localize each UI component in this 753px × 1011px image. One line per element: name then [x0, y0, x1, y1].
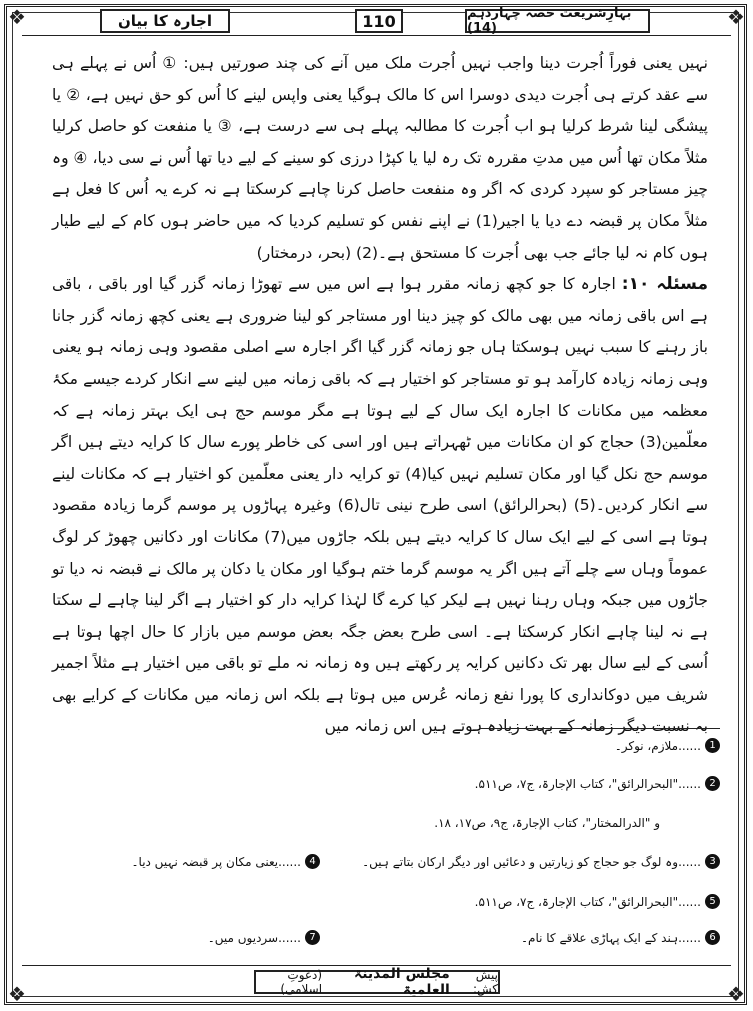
footnote-text: ......ملازم، نوکر۔ — [614, 738, 701, 753]
corner-ornament-icon: ❖ — [8, 5, 26, 29]
page-number: 110 — [355, 9, 403, 33]
footnote-3 — [362, 854, 720, 869]
footnote-number: 3 — [705, 854, 720, 869]
footnote-divider — [480, 728, 720, 729]
footer-organization: مجلس المدینۃ العلمیۃ — [354, 966, 450, 998]
masala-label: مسئلہ ۱۰: — [621, 274, 708, 295]
header-divider — [22, 35, 731, 36]
corner-ornament-icon: ❖ — [727, 982, 745, 1006]
footnote-number: 7 — [305, 930, 320, 945]
footnote-4 — [132, 854, 321, 869]
footer-subtitle: (دعوتِ اسلامی) — [280, 968, 323, 996]
masala-paragraph — [52, 269, 708, 743]
page-footer — [254, 966, 500, 998]
main-text — [52, 48, 708, 743]
footnote-2 — [475, 776, 720, 791]
footnote-number: 2 — [705, 776, 720, 791]
footnote-text: ......"البحرالرائق"، کتاب الإجارۃ، ج۷، ص۵۱۱. — [474, 894, 701, 909]
corner-ornament-icon: ❖ — [727, 5, 745, 29]
corner-ornament-icon: ❖ — [8, 982, 26, 1006]
footnote-number: 6 — [705, 930, 720, 945]
footnote-text: ......سردیوں میں۔ — [207, 930, 301, 945]
footnote-number: 1 — [705, 738, 720, 753]
footnote-7 — [208, 930, 320, 945]
masala-text: اجارہ کا جو کچھ زمانہ مقرر ہوا ہے اس میں سے تھوڑا زمانہ گزر گیا اور باقی ، باقی ہے اس باقی زمانہ میں بھی مالک کو چیز دینا اور مستاجر کو لینا ضروری ہے یعنی کچھ زمانہ گزر جانا باز رہنے کا سبب نہیں ہوسکتا ہاں جو زمانہ گزر گیا اگر اجارہ سے اصلی مقصود وہی زمانہ ہو یعنی وہی زمانہ زیادہ کارآمد ہو تو مستاجر کو اختیار ہے کہ باقی زمانہ میں لینے سے انکار کردے جیسے مکۂ معظمہ میں مکانات کا اجارہ ایک سال کے لیے ہوتا ہے مگر موسم حج ہی ایک بہتر زمانہ ہے کہ معلّمین(3) حجاج کو ان مکانات میں ٹھہراتے ہیں اور اسی کی خاطر پورے سال کا کرایہ دیتے ہیں اگر موسم حج نکل گیا اور مکان تسلیم نہیں کیا(4) تو کرایہ دار یعنی معلّمین کو اختیار ہے کہ مکانات لینے سے انکار کردیں۔(5) (بحرالرائق) اسی طرح نینی تال(6) وغیرہ پہاڑوں پر موسم گرما زیادہ مقصود ہوتا ہے اسی کے لیے ایک سال کا کرایہ دیتے ہیں بلکہ جاڑوں میں(7) مکانات اور دکانیں چھوڑ کر لوگ عموماً وہاں سے چلے آتے ہیں اگر یہ موسم گرما ختم ہوگیا اور مکان یا دکان پر مالک نے قبضہ نہ دیا تو جاڑوں میں جبکہ وہاں رہنا نہیں ہے لیکر کیا کرے گا لہٰذا کرایہ دار کو اختیار ہے اگر لینا چاہے لے سکتا ہے نہ لینا چاہے انکار کرسکتا ہے۔ اسی طرح بعض جگہ بعض موسم میں بازار کا حال اچھا ہوتا ہے اُسی کے لیے سال بھر تک دکانیں کرایہ پر رکھتے ہیں وہ زمانہ نہ ملے تو باقی میں اختیار ہے مثلاً اجمیر شریف میں دوکانداری کا پورا نفع زمانہ عُرس میں ہوتا ہے بلکہ اس زمانہ میں مکانات کے کرایے بھی بہ نسبت دیگر زمانہ کے بہت زیادہ ہوتے ہیں اس زمانہ میں — [52, 275, 709, 736]
footnote-text: ......یعنی مکان پر قبضہ نہیں دیا۔ — [131, 854, 301, 869]
footnote-number: 5 — [705, 894, 720, 909]
paragraph: نہیں یعنی فوراً اُجرت دینا واجب نہیں اُجرت ملک میں آنے کی چند صورتیں ہیں: ① اُس نے پہلے ہی سے عقد کرتے ہی اُجرت دیدی دوسرا اس کا مالک ہوگیا یعنی واپس لینے کا اُس کو حق نہیں ہے، ② یا پیشگی لینا شرط کرلیا ہو اب اُجرت کا مطالبہ پہلے ہی سے درست ہے، ③ یا منفعت کو حاصل کرلیا مثلاً مکان تھا اُس میں مدتِ مقررہ تک رہ لیا یا کپڑا درزی کو سینے کے لیے دیا تھا اُس نے سی دیا، ④ وہ چیز مستاجر کو سپرد کردی کہ اگر وہ منفعت حاصل کرنا چاہے کرسکتا ہے نہ کرے یہ اُس کا فعل ہے مثلاً مکان پر قبضہ دے دیا یا اجیر(1) نے اپنے نفس کو تسلیم کردیا کہ میں حاضر ہوں کام کے لیے طیار ہوں کام نہ لیا جائے جب بھی اُجرت کا مستحق ہے۔(2) (بحر، درمختار) — [52, 54, 708, 262]
section-title: اجارہ کا بیان — [100, 9, 230, 33]
page-header — [20, 6, 733, 36]
footnote-text: ......وہ لوگ جو حجاج کو زیارتیں و دعائیں اور دیگر ارکان بتاتے ہیں۔ — [362, 854, 701, 869]
footnote-2-cont — [434, 816, 660, 830]
footnote-5 — [475, 894, 720, 909]
footer-presented-by: پیش کش: — [472, 968, 498, 996]
footnote-6 — [521, 930, 720, 945]
footnote-1 — [615, 738, 720, 753]
footnote-text: ......"البحرالرائق"، کتاب الإجارۃ، ج۷، ص۵۱۱. — [474, 776, 701, 791]
book-title: بہارِشریعت حصہ چہاردہم (14) — [465, 9, 650, 33]
footnote-text: ......ہند کے ایک پہاڑی علاقے کا نام۔ — [520, 930, 701, 945]
footnote-text: و "الدرالمختار"، کتاب الإجارۃ، ج۹، ص۱۷، ۱۸. — [434, 816, 660, 830]
footnote-number: 4 — [305, 854, 320, 869]
